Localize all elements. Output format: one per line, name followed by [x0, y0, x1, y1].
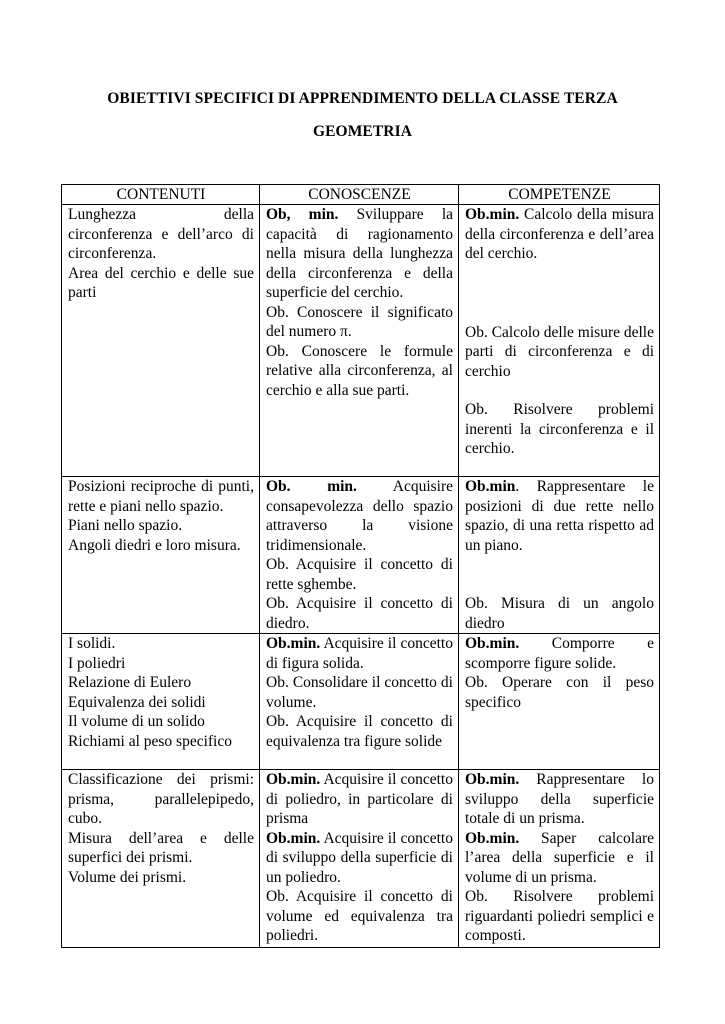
- objectives-table: [61, 184, 660, 948]
- contenuti-item: Misura dell’area e delle superfici dei prismi.: [68, 829, 254, 866]
- conoscenze-item: Ob. Conoscere il significato del numero π.: [266, 303, 453, 340]
- conoscenze-item: [266, 829, 453, 888]
- contenuti-item: Classificazione dei prismi: prisma, parallelepipedo, cubo.: [68, 771, 254, 827]
- conoscenze-item: Ob. Acquisire il concetto di diedro.: [266, 595, 453, 632]
- conoscenze-item: Ob. Conoscere le formule relative alla circonferenza, al cerchio e alla sue parti.: [266, 342, 453, 399]
- conoscenze-item: Ob. Consolidare il concetto di volume.: [266, 674, 453, 711]
- table-row: [62, 477, 660, 634]
- conoscenze-item: Ob. Acquisire il concetto di rette sghembe.: [266, 556, 453, 593]
- objective-prefix: Ob.min: [465, 478, 516, 495]
- cell-competenze: [459, 477, 660, 634]
- contenuti-item: Volume dei prismi.: [68, 868, 187, 886]
- contenuti-item: Equivalenza dei solidi: [68, 693, 206, 711]
- conoscenze-item: [266, 477, 453, 555]
- objective-text: Acquisire il concetto di figura solida.: [266, 635, 453, 672]
- objective-text: Saper calcolare l’area della superficie e il volume di un prisma.: [465, 829, 654, 886]
- cell-contenuti: [62, 634, 260, 770]
- cell-conoscenze: [260, 205, 459, 477]
- objective-text: Acquisire consapevolezza dello spazio attraverso la visione tridimensionale.: [266, 478, 454, 554]
- objective-prefix: Ob, min.: [266, 206, 339, 223]
- objective-text: . Rappresentare le posizioni di due rette nello spazio, di una retta rispetto ad un piano.: [465, 478, 654, 554]
- competenze-item: [465, 829, 654, 888]
- contenuti-item: Area del cerchio e delle sue parti: [68, 264, 254, 301]
- objective-prefix: Ob.min.: [266, 771, 321, 788]
- conoscenze-item: Ob. Acquisire il concetto di volume ed equivalenza tra poliedri.: [266, 888, 453, 944]
- contenuti-item: Lunghezza della circonferenza e dell’arco di circonferenza.: [68, 206, 254, 262]
- cell-competenze: [459, 770, 660, 948]
- cell-competenze: [459, 205, 660, 477]
- table-row: [62, 634, 660, 770]
- contenuti-item: Piani nello spazio.: [68, 517, 183, 534]
- competenze-item: [465, 205, 654, 264]
- conoscenze-item: [266, 770, 453, 829]
- cell-conoscenze: [260, 634, 459, 770]
- contenuti-item: Il volume di un solido: [68, 713, 205, 730]
- document-subtitle: GEOMETRIA: [312, 123, 413, 140]
- objective-prefix: Ob.min.: [465, 771, 520, 788]
- contenuti-item: I solidi.: [68, 635, 116, 652]
- competenze-item: Ob. Operare con il peso specifico: [465, 674, 654, 711]
- objective-text: Acquisire il concetto di sviluppo della superficie di un poliedro.: [266, 829, 453, 886]
- table-header-row: [62, 185, 660, 205]
- objective-prefix: Ob.min.: [465, 635, 520, 652]
- objective-prefix: Ob.min.: [266, 829, 321, 847]
- contenuti-item: Richiami al peso specifico: [68, 732, 232, 750]
- competenze-item: Ob. Calcolo delle misure delle parti di circonferenza e di cerchio: [465, 323, 654, 380]
- contenuti-item: Relazione di Eulero: [68, 674, 192, 691]
- table-row: [62, 770, 660, 948]
- objective-prefix: Ob. min.: [266, 478, 357, 495]
- objective-text: Comporre e scomporre figure solide.: [465, 635, 654, 672]
- cell-conoscenze: [260, 770, 459, 948]
- header-contenuti: CONTENUTI: [62, 185, 260, 205]
- conoscenze-item: [266, 205, 453, 303]
- cell-contenuti: [62, 770, 260, 948]
- competenze-item: [465, 770, 654, 829]
- cell-contenuti: [62, 477, 260, 634]
- competenze-item: [465, 477, 654, 555]
- conoscenze-item: Ob. Acquisire il concetto di equivalenza tra figure solide: [266, 713, 453, 750]
- objective-text: Rappresentare lo sviluppo della superficie totale di un prisma.: [465, 771, 654, 827]
- cell-conoscenze: [260, 477, 459, 634]
- objective-prefix: Ob.min.: [465, 206, 520, 223]
- contenuti-item: Angoli diedri e loro misura.: [68, 536, 241, 554]
- conoscenze-item: [266, 634, 453, 673]
- objective-prefix: Ob.min.: [266, 635, 321, 652]
- header-competenze: COMPETENZE: [459, 185, 660, 205]
- objective-text: Sviluppare la capacità di ragionamento nella misura della lunghezza della circonferenza e della superficie del cerchio.: [266, 206, 454, 301]
- objective-prefix: Ob.min.: [465, 829, 520, 847]
- document-title: OBIETTIVI SPECIFICI DI APPRENDIMENTO DELLA CLASSE TERZA: [107, 90, 618, 107]
- competenze-item: Ob. Risolvere problemi riguardanti poliedri semplici e composti.: [465, 888, 654, 944]
- objective-text: Acquisire il concetto di poliedro, in particolare di prisma: [266, 771, 453, 827]
- objective-text: Calcolo della misura della circonferenza e dell’area del cerchio.: [465, 206, 654, 262]
- contenuti-item: I poliedri: [68, 654, 126, 672]
- cell-contenuti: [62, 205, 260, 477]
- competenze-item: Ob. Risolvere problemi inerenti la circonferenza e il cerchio.: [465, 401, 654, 457]
- competenze-item: [465, 634, 654, 673]
- table-row: [62, 205, 660, 477]
- header-conoscenze: CONOSCENZE: [260, 185, 459, 205]
- competenze-item: Ob. Misura di un angolo diedro: [465, 595, 654, 632]
- contenuti-item: Posizioni reciproche di punti, rette e piani nello spazio.: [68, 478, 254, 515]
- cell-competenze: [459, 634, 660, 770]
